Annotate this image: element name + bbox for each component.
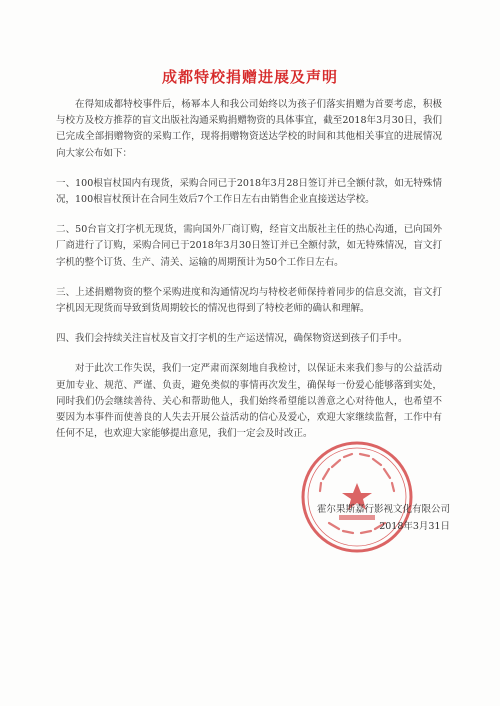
intro-paragraph: 在得知成都特校事件后，杨幂本人和我公司始终以为孩子们落实捐赠为首要考虑，积极与校方及校方推荐的盲文出版社沟通采购捐赠物资的具体事宜，截至2018年3月30日，我们已完成全部捐赠物资的采购工作，现将捐赠物资送达学校的时间和其他相关事宜的进展情况向大家公布如下： bbox=[56, 99, 442, 159]
document-title: 成都特校捐赠进展及声明 bbox=[161, 68, 338, 86]
item-four-paragraph: 四、我们会持续关注盲杖及盲文打字机的生产运送情况，确保物资送到孩子们手中。 bbox=[56, 333, 408, 345]
company-seal bbox=[299, 439, 415, 555]
item-two-paragraph: 二、50台盲文打字机无现货，需向国外厂商订购，经盲文出版社主任的热心沟通，已向国外厂商进行了订购，采购合同已于2018年3月30日签订并已全额付款，如无特殊情况，盲文打字机的整个订货、生产、清关、运输的周期预计为50个工作日左右。 bbox=[56, 224, 442, 268]
signature-organization: 霍尔果斯嘉行影视文化有限公司 bbox=[316, 504, 450, 515]
item-three-paragraph: 三、上述捐赠物资的整个采购进度和沟通情况均与特校老师保持着同步的信息交流，盲文打字机因无现货而导致到货周期较长的情况也得到了特校老师的确认和理解。 bbox=[56, 286, 442, 315]
signature-date: 2018年3月31日 bbox=[379, 521, 450, 532]
closing-paragraph: 对于此次工作失误，我们一定严肃而深刻地自我检讨，以保证未来我们参与的公益活动更加专业、规范、严谨、负责，避免类似的事情再次发生，确保每一份爱心能够落到实处，同时我们仍会继续善待、关心和帮助他人，我们始终希望能以善意之心对待他人，也希望不要因为本事件而使善良的人失去开展公益活动的信心及爱心，欢迎大家继续监督，工作中有任何不足，也欢迎大家能够提出意见，我们一定会及时改正。 bbox=[56, 363, 442, 440]
document-body bbox=[56, 97, 442, 456]
item-one-paragraph: 一、100根盲杖国内有现货，采购合同已于2018年3月28日签订并已全额付款，如无特殊情况，100根盲杖预计在合同生效后7个工作日左右由销售企业直接送达学校。 bbox=[56, 177, 442, 206]
